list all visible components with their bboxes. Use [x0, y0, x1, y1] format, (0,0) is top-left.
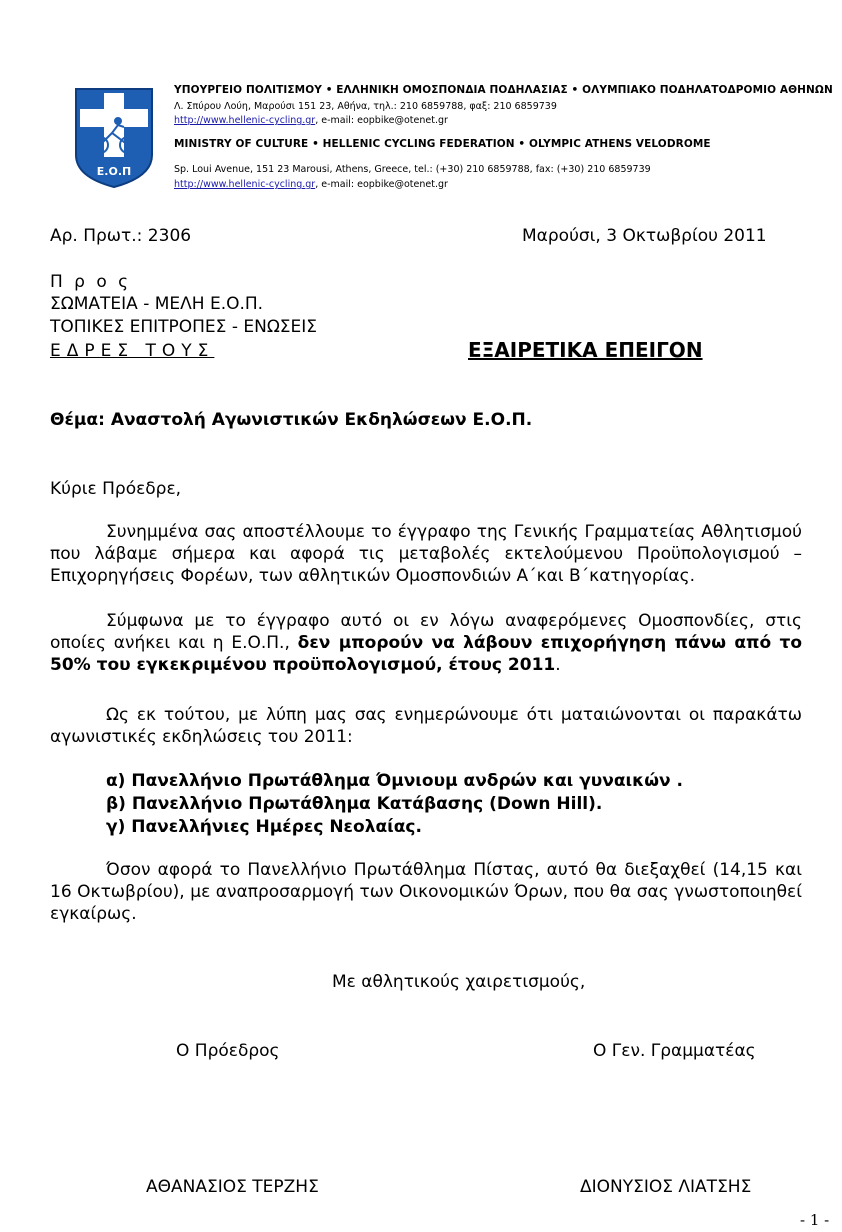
cancelled-event-item: α) Πανελλήνιο Πρωτάθλημα Όμνιουμ ανδρών και γυναικών .	[106, 771, 683, 791]
paragraph-text: Σύμφωνα με το έγγραφο αυτό οι εν λόγω αναφερόμενες Ομοσπονδίες, στις οποίες ανήκει και η Ε.Ο.Π.,	[50, 611, 802, 653]
paragraph-text: Συνημμένα σας αποστέλλουμε το έγγραφο της Γενικής Γραμματείας Αθλητισμού που λάβαμε σήμερα και αφορά τις μεταβολές εκτελούμενου Προϋπολογισμού – Επιχορηγήσεις Φορέων, των αθλητικών Ομοσπονδιών Α΄και Β΄κατηγορίας.	[50, 522, 802, 586]
recipient-line-3: ΕΔΡΕΣ ΤΟΥΣ	[50, 341, 215, 361]
logo-text: Ε.Ο.Π	[96, 165, 132, 178]
cancelled-event-item: γ) Πανελλήνιες Ημέρες Νεολαίας.	[106, 817, 422, 837]
paragraph-track-championship	[50, 859, 802, 925]
federation-logo	[72, 85, 156, 189]
paragraph-text: Ως εκ τούτου, με λύπη μας σας ενημερώνουμε ότι ματαιώνονται οι παρακάτω αγωνιστικές εκδηλώσεις του 2011:	[50, 705, 802, 747]
paragraph-text: .	[555, 655, 561, 675]
letterhead-contact-gr	[174, 115, 448, 126]
signature-name-president: ΑΘΑΝΑΣΙΟΣ ΤΕΡΖΗΣ	[146, 1177, 319, 1197]
salutation: Κύριε Πρόεδρε,	[50, 479, 182, 499]
recipient-line-1: ΣΩΜΑΤΕΙΑ - ΜΕΛΗ Ε.Ο.Π.	[50, 294, 264, 314]
paragraph-text: Όσον αφορά το Πανελλήνιο Πρωτάθλημα Πίστας, αυτό θα διεξαχθεί (14,15 και 16 Οκτωβρίου), με αναπροσαρμογή των Οικονομικών Όρων, που θα σας γνωστοποιηθεί εγκαίρως.	[50, 860, 802, 924]
paragraph-cancellation	[50, 704, 802, 748]
letterhead-title-en: MINISTRY OF CULTURE • HELLENIC CYCLING FEDERATION • OLYMPIC ATHENS VELODROME	[174, 138, 711, 150]
place-date: Μαρούσι, 3 Οκτωβρίου 2011	[522, 226, 767, 246]
letterhead-contact-en	[174, 179, 448, 190]
email-text: , e-mail: eopbike@otenet.gr	[315, 115, 448, 126]
website-link[interactable]: http://www.hellenic-cycling.gr	[174, 115, 316, 126]
recipient-line-2: ΤΟΠΙΚΕΣ ΕΠΙΤΡΟΠΕΣ - ΕΝΩΣΕΙΣ	[50, 317, 318, 337]
page-number: - 1 -	[800, 1211, 830, 1229]
closing-greeting: Με αθλητικούς χαιρετισμούς,	[332, 972, 586, 992]
funding-emphasis: δεν μπορούν να λάβουν επιχορήγηση πάνω από το 50% του εγκεκριμένου προϋπολογισμού, έτους 2011	[50, 633, 802, 675]
letterhead-address-en: Sp. Loui Avenue, 151 23 Marousi, Athens, Greece, tel.: (+30) 210 6859788, fax: (+30) 210 6859739	[174, 164, 651, 175]
signature-title-president: Ο Πρόεδρος	[176, 1041, 280, 1061]
paragraph-attachment	[50, 521, 802, 587]
protocol-number: Αρ. Πρωτ.: 2306	[50, 226, 192, 246]
to-label: Π ρ ο ς	[50, 272, 132, 292]
signature-title-secretary: Ο Γεν. Γραμματέας	[593, 1041, 756, 1061]
website-link[interactable]: http://www.hellenic-cycling.gr	[174, 179, 316, 190]
email-text: , e-mail: eopbike@otenet.gr	[315, 179, 448, 190]
subject-line: Θέμα: Αναστολή Αγωνιστικών Εκδηλώσεων Ε.Ο.Π.	[50, 410, 533, 430]
urgent-heading: ΕΞΑΙΡΕΤΙΚΑ ΕΠΕΙΓΟΝ	[468, 338, 703, 362]
letterhead-title-gr: ΥΠΟΥΡΓΕΙΟ ΠΟΛΙΤΙΣΜΟΥ • ΕΛΛΗΝΙΚΗ ΟΜΟΣΠΟΝΔΙΑ ΠΟΔΗΛΑΣΙΑΣ • ΟΛΥΜΠΙΑΚΟ ΠΟΔΗΛΑΤΟΔΡΟΜΙΟ ΑΘΗΝΩΝ	[174, 84, 833, 96]
signature-name-secretary: ΔΙΟΝΥΣΙΟΣ ΛΙΑΤΣΗΣ	[580, 1177, 752, 1197]
letterhead-address-gr: Λ. Σπύρου Λούη, Μαρούσι 151 23, Αθήνα, τηλ.: 210 6859788, φαξ: 210 6859739	[174, 101, 557, 112]
paragraph-funding	[50, 610, 802, 676]
cancelled-event-item: β) Πανελλήνιο Πρωτάθλημα Κατάβασης (Down Hill).	[106, 794, 603, 814]
